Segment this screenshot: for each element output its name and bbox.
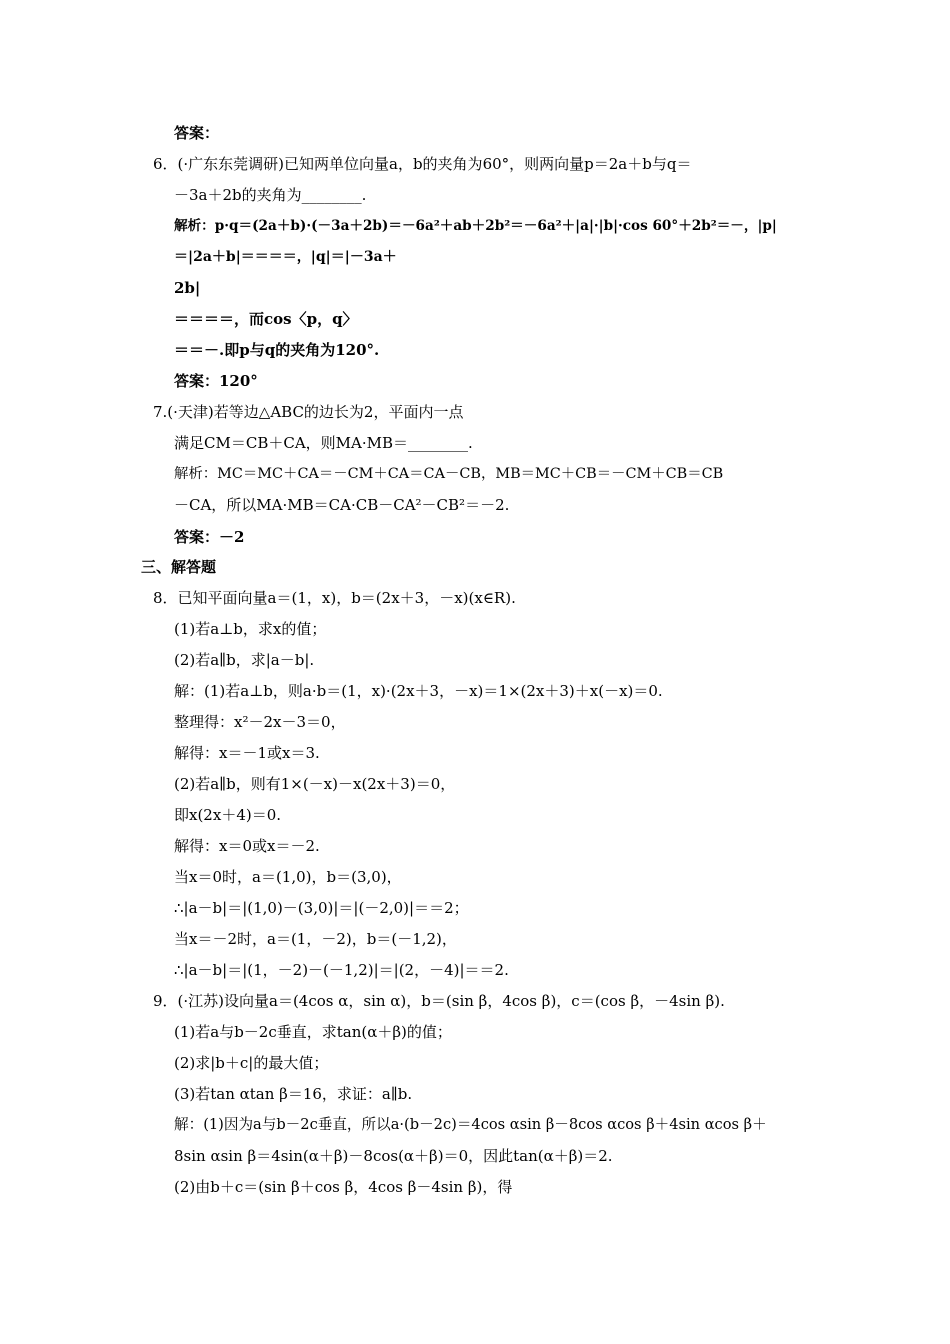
solution-6-line-4: ＝＝＝＝，而cos〈p，q〉 <box>174 310 358 328</box>
solution-8-line-2: 整理得：x²－2x－3＝0， <box>174 713 346 731</box>
solution-8-line-3: 解得：x＝－1或x＝3. <box>174 744 320 762</box>
question-6: 6．(·广东东莞调研)已知两单位向量a，b的夹角为60°，则两向量p＝2a＋b与q＝ <box>153 155 692 173</box>
solution-9-line-3: (2)由b＋c＝(sin β＋cos β，4cos β－4sin β)，得 <box>174 1178 513 1196</box>
solution-6-line-5: ＝＝－.即p与q的夹角为120°. <box>174 341 380 359</box>
question-9-part-2: (2)求|b＋c|的最大值； <box>174 1054 329 1072</box>
question-7: 7.(·天津)若等边△ABC的边长为2，平面内一点 <box>153 403 464 421</box>
question-6-cont: －3a＋2b的夹角为________. <box>174 186 367 204</box>
question-8-part-2: (2)若a∥b，求|a－b|. <box>174 651 315 669</box>
solution-8-line-10: ∴|a－b|＝|(1，－2)－(－1,2)|＝|(2，－4)|＝＝2. <box>174 961 509 979</box>
solution-8-line-9: 当x＝－2时，a＝(1，－2)，b＝(－1,2)， <box>174 930 457 948</box>
solution-7-line-2: －CA，所以MA·MB＝CA·CB－CA²－CB²＝－2. <box>174 496 510 514</box>
solution-7-line-1: 解析：MC＝MC＋CA＝－CM＋CA＝CA－CB，MB＝MC＋CB＝－CM＋CB＝CB <box>174 466 724 482</box>
answer-6: 答案：120° <box>174 372 258 390</box>
solution-8-line-8: ∴|a－b|＝|(1,0)－(3,0)|＝|(－2,0)|＝＝2； <box>174 899 469 917</box>
question-9: 9．(·江苏)设向量a＝(4cos α，sin α)，b＝(sin β，4cos β)，c＝(cos β，－4sin β). <box>153 992 725 1010</box>
solution-8-line-4: (2)若a∥b，则有1×(－x)－x(2x＋3)＝0， <box>174 775 456 793</box>
solution-8-line-5: 即x(2x＋4)＝0. <box>174 806 282 824</box>
solution-9-line-1: 解：(1)因为a与b－2c垂直，所以a·(b－2c)＝4cos αsin β－8cos αcos β＋4sin αcos β＋ <box>174 1116 767 1133</box>
question-8: 8．已知平面向量a＝(1，x)，b＝(2x＋3，－x)(x∈R). <box>153 589 516 607</box>
solution-9-line-2: 8sin αsin β＝4sin(α＋β)－8cos(α＋β)＝0，因此tan(α＋β)＝2. <box>174 1147 613 1165</box>
question-8-part-1: (1)若a⊥b，求x的值； <box>174 620 327 638</box>
question-7-cont: 满足CM＝CB＋CA，则MA·MB＝________. <box>174 434 473 452</box>
solution-8-line-1: 解：(1)若a⊥b，则a·b＝(1，x)·(2x＋3，－x)＝1×(2x＋3)＋x(－x)＝0. <box>174 682 663 700</box>
question-9-part-1: (1)若a与b－2c垂直，求tan(α＋β)的值； <box>174 1023 452 1041</box>
solution-6-line-1: 解析：p·q＝(2a＋b)·(－3a＋2b)＝－6a²＋ab＋2b²＝－6a²＋|a|·|b|·cos 60°＋2b²＝－，|p| <box>174 218 777 234</box>
solution-8-line-6: 解得：x＝0或x＝－2. <box>174 837 320 855</box>
question-9-part-3: (3)若tan αtan β＝16，求证：a∥b. <box>174 1085 413 1103</box>
answer-7: 答案：－2 <box>174 528 245 546</box>
solution-6-line-2: ＝|2a＋b|＝＝＝＝，|q|＝|－3a＋ <box>174 249 397 265</box>
section-heading: 三、解答题 <box>141 558 217 576</box>
solution-8-line-7: 当x＝0时，a＝(1,0)，b＝(3,0)， <box>174 868 402 886</box>
solution-6-line-3: 2b| <box>174 279 201 297</box>
answer-label: 答案： <box>174 124 220 142</box>
